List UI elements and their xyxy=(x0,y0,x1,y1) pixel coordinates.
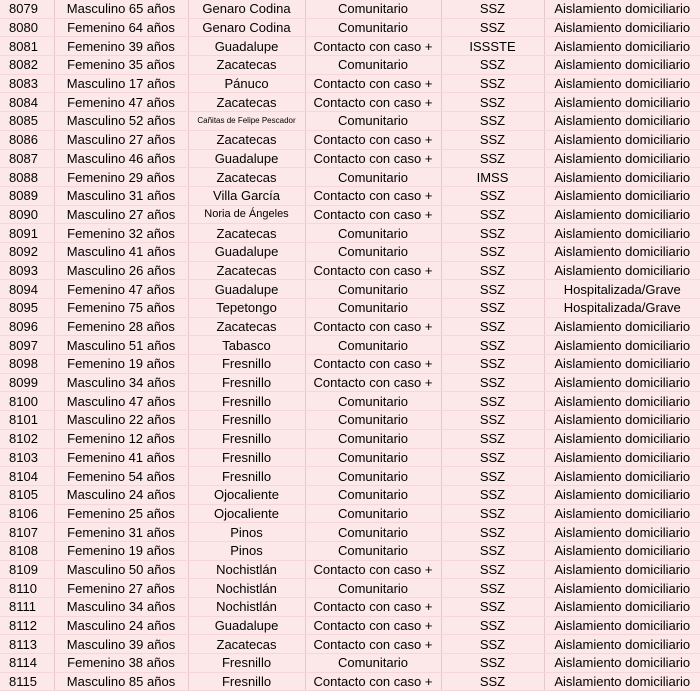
status-cell: Aislamiento domiciliario xyxy=(544,411,700,430)
sex-age-cell: Masculino 52 años xyxy=(54,112,188,131)
table-row xyxy=(0,242,700,261)
contagion-type-cell: Comunitario xyxy=(305,224,441,243)
status-cell: Aislamiento domiciliario xyxy=(544,18,700,37)
institution-cell: SSZ xyxy=(441,317,544,336)
status-cell: Hospitalizada/Grave xyxy=(544,299,700,318)
contagion-type-cell: Contacto con caso + xyxy=(305,74,441,93)
case-id-cell: 8083 xyxy=(0,74,54,93)
sex-age-cell: Masculino 46 años xyxy=(54,149,188,168)
institution-cell: SSZ xyxy=(441,616,544,635)
case-id-cell: 8103 xyxy=(0,448,54,467)
case-id-cell: 8100 xyxy=(0,392,54,411)
sex-age-cell: Masculino 51 años xyxy=(54,336,188,355)
table-row xyxy=(0,541,700,560)
status-cell: Aislamiento domiciliario xyxy=(544,355,700,374)
municipality-cell: Fresnillo xyxy=(188,672,305,691)
table-row xyxy=(0,485,700,504)
contagion-type-cell: Contacto con caso + xyxy=(305,598,441,617)
contagion-type-cell: Comunitario xyxy=(305,0,441,18)
sex-age-cell: Masculino 65 años xyxy=(54,0,188,18)
institution-cell: SSZ xyxy=(441,261,544,280)
municipality-cell: Tepetongo xyxy=(188,299,305,318)
table-row xyxy=(0,635,700,654)
table-row xyxy=(0,392,700,411)
sex-age-cell: Femenino 35 años xyxy=(54,56,188,75)
contagion-type-cell: Comunitario xyxy=(305,18,441,37)
case-id-cell: 8113 xyxy=(0,635,54,654)
table-row xyxy=(0,93,700,112)
case-id-cell: 8084 xyxy=(0,93,54,112)
institution-cell: SSZ xyxy=(441,541,544,560)
table-row xyxy=(0,560,700,579)
table-row xyxy=(0,448,700,467)
table-row xyxy=(0,616,700,635)
institution-cell: SSZ xyxy=(441,448,544,467)
institution-cell: SSZ xyxy=(441,74,544,93)
status-cell: Aislamiento domiciliario xyxy=(544,448,700,467)
case-id-cell: 8099 xyxy=(0,373,54,392)
institution-cell: SSZ xyxy=(441,598,544,617)
contagion-type-cell: Comunitario xyxy=(305,336,441,355)
table-row xyxy=(0,168,700,187)
status-cell: Aislamiento domiciliario xyxy=(544,467,700,486)
institution-cell: SSZ xyxy=(441,672,544,691)
institution-cell: SSZ xyxy=(441,112,544,131)
case-id-cell: 8110 xyxy=(0,579,54,598)
case-id-cell: 8094 xyxy=(0,280,54,299)
municipality-cell: Genaro Codina xyxy=(188,18,305,37)
status-cell: Aislamiento domiciliario xyxy=(544,504,700,523)
status-cell: Aislamiento domiciliario xyxy=(544,579,700,598)
municipality-cell: Ojocaliente xyxy=(188,504,305,523)
municipality-cell: Zacatecas xyxy=(188,130,305,149)
case-id-cell: 8111 xyxy=(0,598,54,617)
contagion-type-cell: Contacto con caso + xyxy=(305,635,441,654)
contagion-type-cell: Contacto con caso + xyxy=(305,560,441,579)
contagion-type-cell: Comunitario xyxy=(305,579,441,598)
contagion-type-cell: Comunitario xyxy=(305,168,441,187)
institution-cell: SSZ xyxy=(441,224,544,243)
sex-age-cell: Masculino 31 años xyxy=(54,186,188,205)
table-row xyxy=(0,317,700,336)
case-id-cell: 8098 xyxy=(0,355,54,374)
sex-age-cell: Masculino 47 años xyxy=(54,392,188,411)
table-row xyxy=(0,411,700,430)
sex-age-cell: Masculino 27 años xyxy=(54,130,188,149)
sex-age-cell: Femenino 19 años xyxy=(54,541,188,560)
sex-age-cell: Femenino 19 años xyxy=(54,355,188,374)
table-row xyxy=(0,130,700,149)
municipality-cell: Fresnillo xyxy=(188,411,305,430)
institution-cell: SSZ xyxy=(441,355,544,374)
institution-cell: SSZ xyxy=(441,654,544,673)
case-id-cell: 8087 xyxy=(0,149,54,168)
case-id-cell: 8081 xyxy=(0,37,54,56)
table-row xyxy=(0,74,700,93)
case-id-cell: 8102 xyxy=(0,429,54,448)
status-cell: Aislamiento domiciliario xyxy=(544,186,700,205)
institution-cell: SSZ xyxy=(441,373,544,392)
status-cell: Aislamiento domiciliario xyxy=(544,317,700,336)
status-cell: Aislamiento domiciliario xyxy=(544,149,700,168)
status-cell: Aislamiento domiciliario xyxy=(544,168,700,187)
institution-cell: SSZ xyxy=(441,18,544,37)
sex-age-cell: Femenino 64 años xyxy=(54,18,188,37)
institution-cell: SSZ xyxy=(441,149,544,168)
status-cell: Aislamiento domiciliario xyxy=(544,616,700,635)
contagion-type-cell: Comunitario xyxy=(305,429,441,448)
sex-age-cell: Femenino 12 años xyxy=(54,429,188,448)
case-id-cell: 8079 xyxy=(0,0,54,18)
status-cell: Aislamiento domiciliario xyxy=(544,560,700,579)
municipality-cell: Fresnillo xyxy=(188,654,305,673)
status-cell: Aislamiento domiciliario xyxy=(544,541,700,560)
contagion-type-cell: Contacto con caso + xyxy=(305,130,441,149)
case-id-cell: 8114 xyxy=(0,654,54,673)
case-id-cell: 8093 xyxy=(0,261,54,280)
contagion-type-cell: Comunitario xyxy=(305,523,441,542)
municipality-cell: Zacatecas xyxy=(188,635,305,654)
institution-cell: SSZ xyxy=(441,411,544,430)
municipality-cell: Nochistlán xyxy=(188,560,305,579)
institution-cell: SSZ xyxy=(441,485,544,504)
case-id-cell: 8101 xyxy=(0,411,54,430)
case-id-cell: 8107 xyxy=(0,523,54,542)
sex-age-cell: Femenino 54 años xyxy=(54,467,188,486)
contagion-type-cell: Comunitario xyxy=(305,112,441,131)
municipality-cell: Fresnillo xyxy=(188,392,305,411)
status-cell: Aislamiento domiciliario xyxy=(544,56,700,75)
municipality-cell: Guadalupe xyxy=(188,37,305,56)
contagion-type-cell: Contacto con caso + xyxy=(305,205,441,224)
contagion-type-cell: Comunitario xyxy=(305,448,441,467)
sex-age-cell: Masculino 41 años xyxy=(54,242,188,261)
case-id-cell: 8112 xyxy=(0,616,54,635)
sex-age-cell: Masculino 85 años xyxy=(54,672,188,691)
sex-age-cell: Masculino 34 años xyxy=(54,373,188,392)
status-cell: Aislamiento domiciliario xyxy=(544,242,700,261)
case-id-cell: 8096 xyxy=(0,317,54,336)
status-cell: Aislamiento domiciliario xyxy=(544,598,700,617)
sex-age-cell: Masculino 39 años xyxy=(54,635,188,654)
institution-cell: SSZ xyxy=(441,336,544,355)
status-cell: Aislamiento domiciliario xyxy=(544,130,700,149)
contagion-type-cell: Comunitario xyxy=(305,242,441,261)
sex-age-cell: Femenino 29 años xyxy=(54,168,188,187)
case-id-cell: 8108 xyxy=(0,541,54,560)
sex-age-cell: Femenino 47 años xyxy=(54,93,188,112)
contagion-type-cell: Contacto con caso + xyxy=(305,355,441,374)
status-cell: Aislamiento domiciliario xyxy=(544,93,700,112)
municipality-cell: Fresnillo xyxy=(188,448,305,467)
case-id-cell: 8105 xyxy=(0,485,54,504)
sex-age-cell: Masculino 26 años xyxy=(54,261,188,280)
table-row xyxy=(0,355,700,374)
contagion-type-cell: Comunitario xyxy=(305,392,441,411)
municipality-cell: Guadalupe xyxy=(188,242,305,261)
contagion-type-cell: Contacto con caso + xyxy=(305,149,441,168)
status-cell: Aislamiento domiciliario xyxy=(544,392,700,411)
table-row xyxy=(0,37,700,56)
status-cell: Aislamiento domiciliario xyxy=(544,523,700,542)
institution-cell: SSZ xyxy=(441,280,544,299)
case-id-cell: 8090 xyxy=(0,205,54,224)
municipality-cell: Fresnillo xyxy=(188,373,305,392)
table-row xyxy=(0,280,700,299)
status-cell: Aislamiento domiciliario xyxy=(544,635,700,654)
municipality-cell: Guadalupe xyxy=(188,616,305,635)
table-row xyxy=(0,654,700,673)
case-id-cell: 8088 xyxy=(0,168,54,187)
table-row xyxy=(0,0,700,18)
table-row xyxy=(0,56,700,75)
status-cell: Aislamiento domiciliario xyxy=(544,654,700,673)
table-row xyxy=(0,336,700,355)
contagion-type-cell: Comunitario xyxy=(305,411,441,430)
sex-age-cell: Masculino 24 años xyxy=(54,616,188,635)
case-id-cell: 8109 xyxy=(0,560,54,579)
contagion-type-cell: Comunitario xyxy=(305,654,441,673)
case-id-cell: 8082 xyxy=(0,56,54,75)
contagion-type-cell: Contacto con caso + xyxy=(305,186,441,205)
contagion-type-cell: Comunitario xyxy=(305,504,441,523)
institution-cell: SSZ xyxy=(441,242,544,261)
status-cell: Aislamiento domiciliario xyxy=(544,0,700,18)
institution-cell: SSZ xyxy=(441,523,544,542)
table-row xyxy=(0,112,700,131)
municipality-cell: Zacatecas xyxy=(188,93,305,112)
municipality-cell: Zacatecas xyxy=(188,317,305,336)
contagion-type-cell: Contacto con caso + xyxy=(305,261,441,280)
status-cell: Hospitalizada/Grave xyxy=(544,280,700,299)
status-cell: Aislamiento domiciliario xyxy=(544,336,700,355)
municipality-cell: Nochistlán xyxy=(188,579,305,598)
status-cell: Aislamiento domiciliario xyxy=(544,224,700,243)
contagion-type-cell: Comunitario xyxy=(305,485,441,504)
status-cell: Aislamiento domiciliario xyxy=(544,205,700,224)
contagion-type-cell: Contacto con caso + xyxy=(305,616,441,635)
municipality-cell: Fresnillo xyxy=(188,429,305,448)
table-row xyxy=(0,373,700,392)
institution-cell: ISSSTE xyxy=(441,37,544,56)
municipality-cell: Pinos xyxy=(188,541,305,560)
table-row xyxy=(0,579,700,598)
municipality-cell: Guadalupe xyxy=(188,149,305,168)
table-row xyxy=(0,186,700,205)
municipality-cell: Fresnillo xyxy=(188,355,305,374)
sex-age-cell: Femenino 32 años xyxy=(54,224,188,243)
table-row xyxy=(0,523,700,542)
status-cell: Aislamiento domiciliario xyxy=(544,261,700,280)
municipality-cell: Guadalupe xyxy=(188,280,305,299)
sex-age-cell: Masculino 27 años xyxy=(54,205,188,224)
contagion-type-cell: Contacto con caso + xyxy=(305,93,441,112)
sex-age-cell: Femenino 25 años xyxy=(54,504,188,523)
table-row xyxy=(0,205,700,224)
case-id-cell: 8104 xyxy=(0,467,54,486)
contagion-type-cell: Comunitario xyxy=(305,299,441,318)
contagion-type-cell: Contacto con caso + xyxy=(305,37,441,56)
status-cell: Aislamiento domiciliario xyxy=(544,672,700,691)
status-cell: Aislamiento domiciliario xyxy=(544,37,700,56)
case-id-cell: 8089 xyxy=(0,186,54,205)
municipality-cell: Zacatecas xyxy=(188,168,305,187)
municipality-cell: Tabasco xyxy=(188,336,305,355)
sex-age-cell: Masculino 34 años xyxy=(54,598,188,617)
table-row xyxy=(0,149,700,168)
institution-cell: SSZ xyxy=(441,560,544,579)
sex-age-cell: Femenino 47 años xyxy=(54,280,188,299)
sex-age-cell: Femenino 27 años xyxy=(54,579,188,598)
municipality-cell: Pinos xyxy=(188,523,305,542)
contagion-type-cell: Contacto con caso + xyxy=(305,373,441,392)
case-id-cell: 8092 xyxy=(0,242,54,261)
status-cell: Aislamiento domiciliario xyxy=(544,485,700,504)
case-id-cell: 8097 xyxy=(0,336,54,355)
institution-cell: SSZ xyxy=(441,635,544,654)
contagion-type-cell: Comunitario xyxy=(305,467,441,486)
sex-age-cell: Femenino 75 años xyxy=(54,299,188,318)
contagion-type-cell: Comunitario xyxy=(305,541,441,560)
institution-cell: SSZ xyxy=(441,504,544,523)
table-row xyxy=(0,224,700,243)
contagion-type-cell: Comunitario xyxy=(305,280,441,299)
table-row xyxy=(0,261,700,280)
institution-cell: SSZ xyxy=(441,467,544,486)
municipality-cell: Zacatecas xyxy=(188,224,305,243)
municipality-cell: Zacatecas xyxy=(188,56,305,75)
municipality-cell: Ojocaliente xyxy=(188,485,305,504)
institution-cell: SSZ xyxy=(441,186,544,205)
case-id-cell: 8091 xyxy=(0,224,54,243)
table-row xyxy=(0,672,700,691)
institution-cell: SSZ xyxy=(441,429,544,448)
status-cell: Aislamiento domiciliario xyxy=(544,429,700,448)
case-id-cell: 8080 xyxy=(0,18,54,37)
institution-cell: SSZ xyxy=(441,56,544,75)
municipality-cell: Cañitas de Felipe Pescador xyxy=(188,112,305,131)
municipality-cell: Genaro Codina xyxy=(188,0,305,18)
institution-cell: SSZ xyxy=(441,299,544,318)
table-row xyxy=(0,18,700,37)
municipality-cell: Villa García xyxy=(188,186,305,205)
institution-cell: SSZ xyxy=(441,205,544,224)
municipality-cell: Noria de Ángeles xyxy=(188,205,305,224)
sex-age-cell: Femenino 39 años xyxy=(54,37,188,56)
table-row xyxy=(0,504,700,523)
status-cell: Aislamiento domiciliario xyxy=(544,112,700,131)
case-id-cell: 8095 xyxy=(0,299,54,318)
case-id-cell: 8085 xyxy=(0,112,54,131)
municipality-cell: Zacatecas xyxy=(188,261,305,280)
table-row xyxy=(0,467,700,486)
sex-age-cell: Masculino 22 años xyxy=(54,411,188,430)
status-cell: Aislamiento domiciliario xyxy=(544,74,700,93)
institution-cell: SSZ xyxy=(441,0,544,18)
status-cell: Aislamiento domiciliario xyxy=(544,373,700,392)
contagion-type-cell: Contacto con caso + xyxy=(305,672,441,691)
institution-cell: SSZ xyxy=(441,93,544,112)
municipality-cell: Nochistlán xyxy=(188,598,305,617)
sex-age-cell: Masculino 24 años xyxy=(54,485,188,504)
sex-age-cell: Femenino 38 años xyxy=(54,654,188,673)
contagion-type-cell: Contacto con caso + xyxy=(305,317,441,336)
contagion-type-cell: Comunitario xyxy=(305,56,441,75)
table-row xyxy=(0,429,700,448)
sex-age-cell: Femenino 31 años xyxy=(54,523,188,542)
sex-age-cell: Femenino 28 años xyxy=(54,317,188,336)
institution-cell: SSZ xyxy=(441,130,544,149)
table-row xyxy=(0,299,700,318)
sex-age-cell: Masculino 50 años xyxy=(54,560,188,579)
case-id-cell: 8106 xyxy=(0,504,54,523)
municipality-cell: Pánuco xyxy=(188,74,305,93)
case-id-cell: 8115 xyxy=(0,672,54,691)
table-row xyxy=(0,598,700,617)
institution-cell: SSZ xyxy=(441,392,544,411)
institution-cell: IMSS xyxy=(441,168,544,187)
institution-cell: SSZ xyxy=(441,579,544,598)
sex-age-cell: Masculino 17 años xyxy=(54,74,188,93)
case-id-cell: 8086 xyxy=(0,130,54,149)
municipality-cell: Fresnillo xyxy=(188,467,305,486)
sex-age-cell: Femenino 41 años xyxy=(54,448,188,467)
